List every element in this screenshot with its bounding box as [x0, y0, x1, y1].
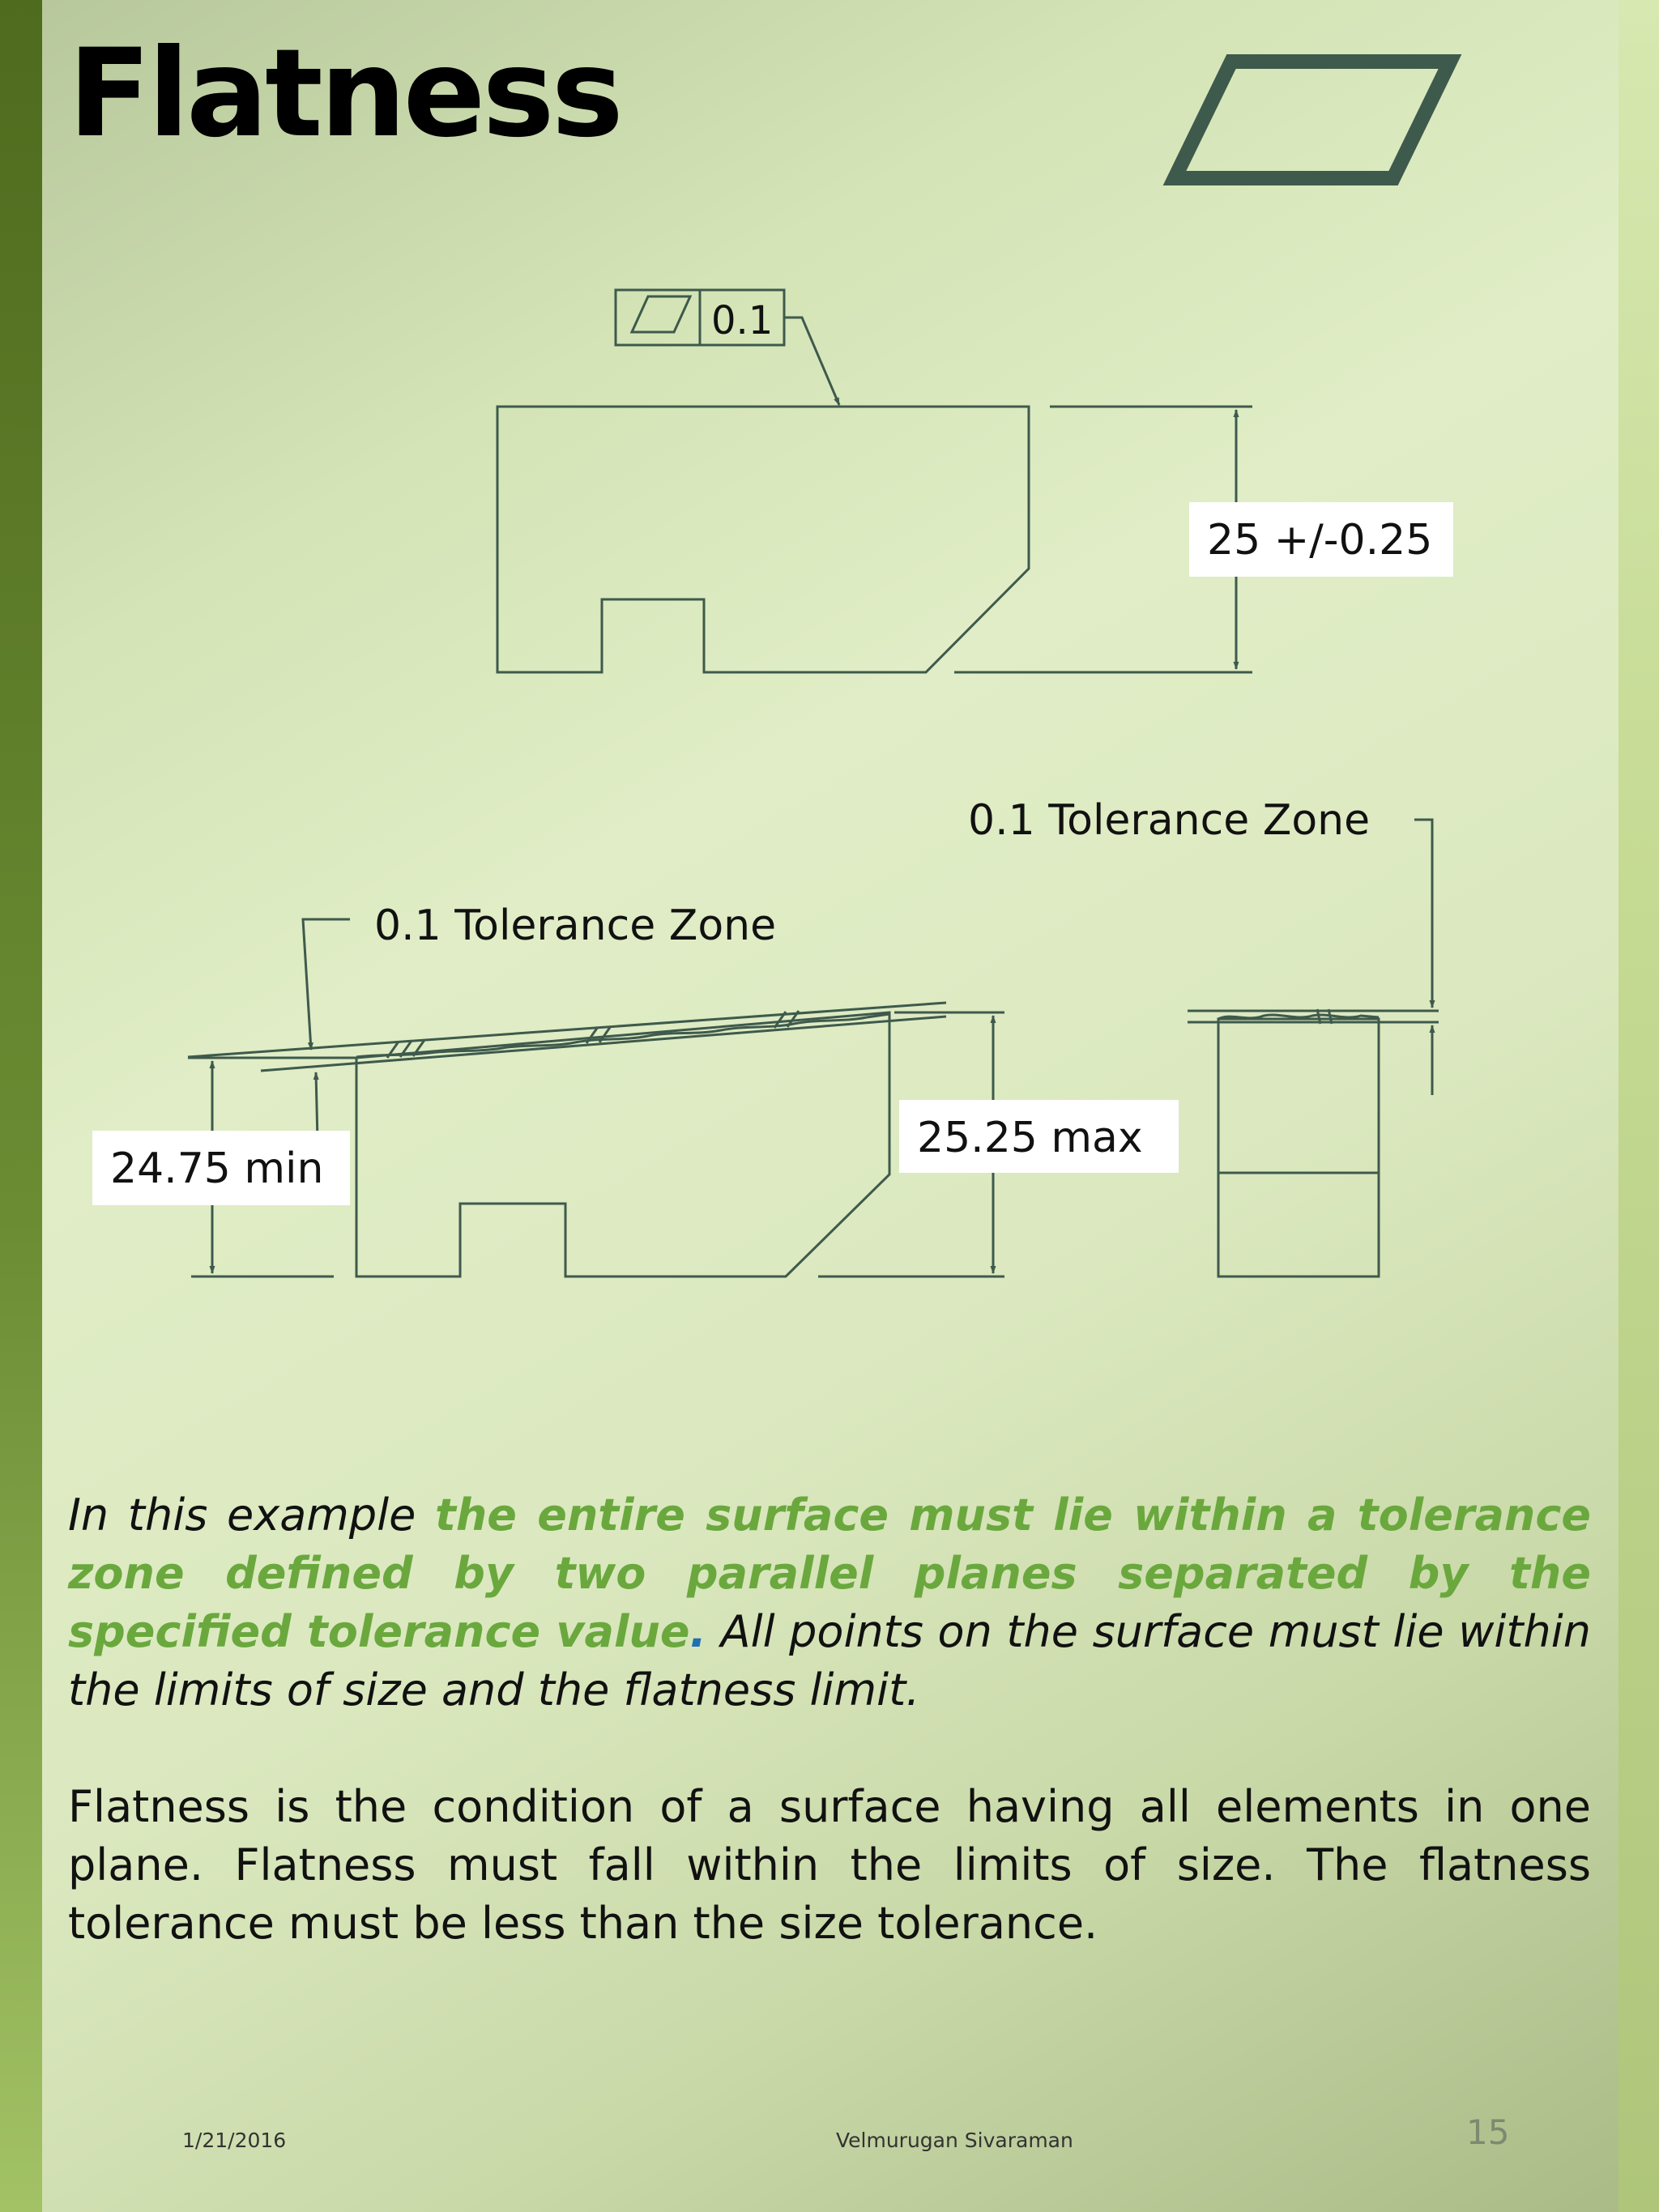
paragraph-highlight: the entire surface must lie within a tolerance zone defined by two parallel planes separated by the specified tolerance value: [68, 1490, 1591, 1657]
max-dimension-label: 25.25 max: [917, 1114, 1143, 1162]
tolerance-plane-upper: [188, 1003, 946, 1057]
top-part-outline: [497, 407, 1029, 672]
paragraph-rest: All points on the surface must lie within the limits of size and the flatness limit.: [68, 1606, 1592, 1715]
fcf-value: 0.1: [711, 298, 774, 343]
tolerance-zone-label-right: 0.1 Tolerance Zone: [968, 796, 1371, 845]
min-dimension-label: 24.75 min: [110, 1144, 324, 1193]
fcf-leader: [784, 318, 839, 405]
paragraph-explanation: Flatness is the condition of a surface having all elements in one plane. Flatness must fall within the limits of size. The flatness tolerance must be less than the size tolerance.: [68, 1781, 1591, 1949]
dimension-label: 25 +/-0.25: [1207, 516, 1433, 565]
fcf-flatness-icon: [632, 296, 690, 332]
footer-date: 1/21/2016: [182, 2129, 287, 2152]
tolerance-zone-label-left: 0.1 Tolerance Zone: [374, 901, 777, 950]
slide-title: Flatness: [68, 23, 621, 164]
page-number: 15: [1466, 2112, 1510, 2152]
side-view-outline: [1218, 1019, 1379, 1276]
footer-author: Velmurugan Sivaraman: [836, 2129, 1073, 2152]
paragraph-intro: In this example: [68, 1490, 436, 1541]
paragraph-dot: .: [689, 1606, 707, 1657]
paragraph-definition: [68, 1486, 1591, 1720]
